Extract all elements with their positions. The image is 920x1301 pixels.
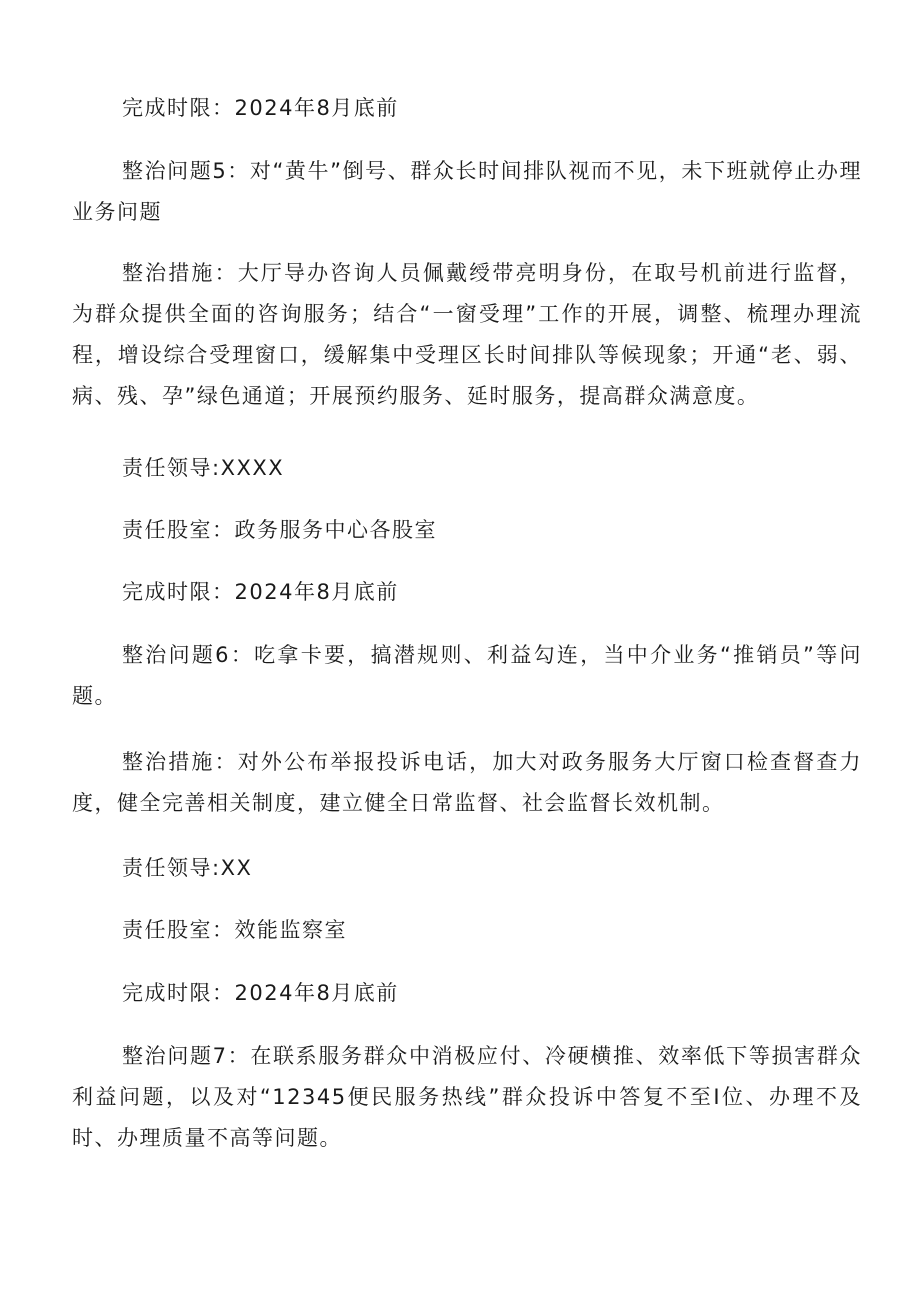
paragraph-leader-6: 责任领导:XX <box>122 856 253 880</box>
paragraph-department-5: 责任股室：政务服务中心各股室 <box>122 518 437 542</box>
paragraph-deadline-1: 完成时限：2024年8月底前 <box>122 96 399 120</box>
paragraph-measures-5: 整治措施：大厅导办咨询人员佩戴绶带亮明身份，在取号机前进行监督，为群众提供全面的咨询服务；结合“一窗受理”工作的开展，调整、梳理办理流程，增设综合受理窗口，缓解集中受理区长时间排队等候现象；开通“老、弱、病、残、孕”绿色通道；开展预约服务、延时服务，提高群众满意度。 <box>72 261 862 408</box>
paragraph-deadline-6: 完成时限：2024年8月底前 <box>122 981 399 1005</box>
paragraph-deadline-5: 完成时限：2024年8月底前 <box>122 580 399 604</box>
paragraph-measures-6: 整治措施：对外公布举报投诉电话，加大对政务服务大厅窗口检查督查力度，健全完善相关制度，建立健全日常监督、社会监督长效机制。 <box>72 750 862 815</box>
paragraph-issue-5: 整治问题5：对“黄牛”倒号、群众长时间排队视而不见，未下班就停止办理业务问题 <box>72 159 862 224</box>
paragraph-issue-6: 整治问题6：吃拿卡要，搞潜规则、利益勾连，当中介业务“推销员”等问题。 <box>72 643 862 708</box>
paragraph-department-6: 责任股室：效能监察室 <box>122 918 347 942</box>
paragraph-issue-7: 整治问题7：在联系服务群众中消极应付、冷硬横推、效率低下等损害群众利益问题，以及对“12345便民服务热线”群众投诉中答复不至I位、办理不及时、办理质量不高等问题。 <box>72 1044 862 1150</box>
paragraph-leader-5: 责任领导:XXXX <box>122 456 285 480</box>
